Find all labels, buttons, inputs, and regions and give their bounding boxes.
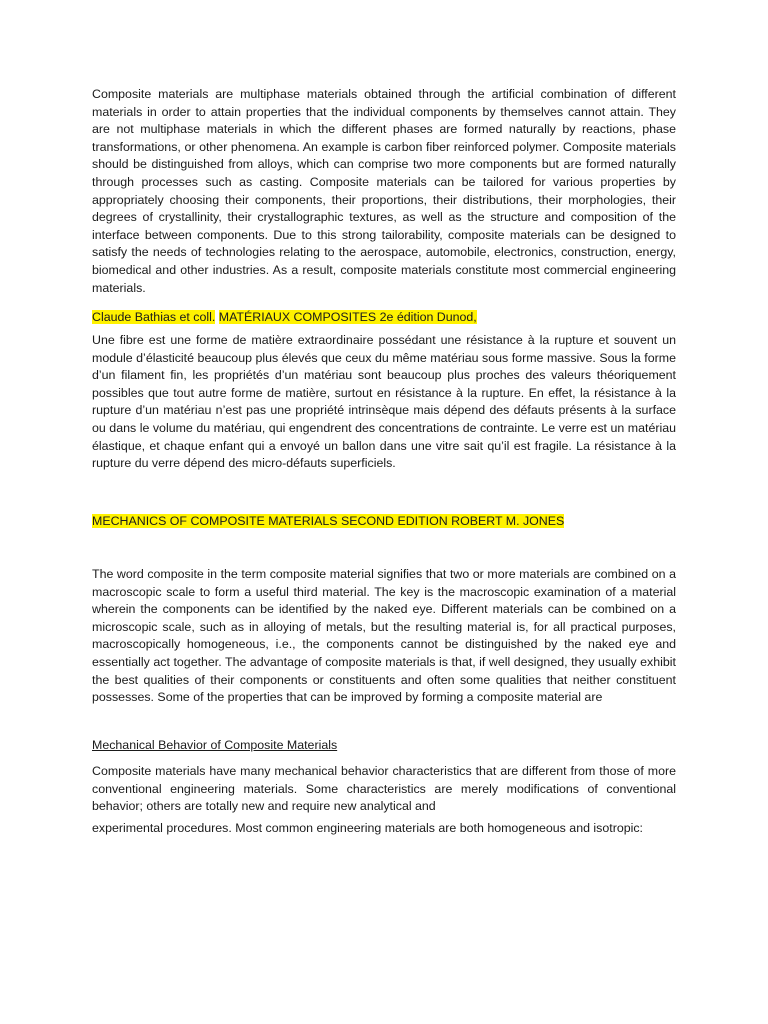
citation-jones xyxy=(92,513,676,531)
section-heading-text: Mechanical Behavior of Composite Materials xyxy=(92,738,338,752)
paragraph-experimental-procedures: experimental procedures. Most common engineering materials are both homogeneous and isotropic: xyxy=(92,821,643,835)
paragraph-word-composite: The word composite in the term composite material signifies that two or more materials are combined on a macroscopic scale to form a useful third material. The key is the macroscopic examination of a material wherein the components can be identified by the naked eye. Different materials can be combined on a microscopic scale, such as in alloying of metals, but the resulting material is, for all practical purposes, macroscopically homogeneous, i.e., the components cannot be distinguished by the naked eye and essentially act together. The advantage of composite materials is that, if well designed, they usually exhibit the best qualities of their components or constituents and often some qualities that neither constituent possesses. Some of the properties that can be improved by forming a composite material are xyxy=(92,567,676,705)
paragraph-composite-definition: Composite materials are multiphase materials obtained through the artificial combination of different materials in order to attain properties that the individual components by themselves cannot attain. They are not multiphase materials in which the different phases are formed naturally by reactions, phase transformations, or other phenomena. An example is carbon fiber reinforced polymer. Composite materials should be distinguished from alloys, which can comprise two more components but are formed naturally through processes such as casting. Composite materials can be tailored for various properties by appropriately choosing their components, their proportions, their distributions, their morphologies, their degrees of crystallinity, their crystallographic textures, as well as the structure and composition of the interface between components. Due to this strong tailorability, composite materials can be designed to satisfy the needs of technologies relating to the aerospace, automobile, electronics, construction, energy, biomedical and other industries. As a result, composite materials constitute most commercial engineering materials. xyxy=(92,87,676,295)
paragraph-fibre-french: Une fibre est une forme de matière extraordinaire possédant une résistance à la rupture et souvent un module d’élasticité beaucoup plus élevés que ceux du même matériau sous forme massive. Sous la forme d’un filament fin, les propriétés d’un matériau sont beaucoup plus proches des valeurs théoriquement possibles que tout autre forme de matière, surtout en résistance à la rupture. En effet, la résistance à la rupture d’un matériau n’est pas une propriété intrinsèque mais dépend des défauts présents à la surface ou dans le volume du matériau, qui engendrent des concentrations de contrainte. Le verre est un matériau élastique, et chaque enfant qui a envoyé un ballon dans une vitre sait qu’il est fragile. La résistance à la rupture du verre dépend des micro-défauts superficiels. xyxy=(92,333,676,471)
citation-author: Claude Bathias et coll. xyxy=(92,310,216,324)
citation-jones-text: MECHANICS OF COMPOSITE MATERIALS SECOND EDITION ROBERT M. JONES xyxy=(92,514,565,528)
citation-title: MATÉRIAUX COMPOSITES 2e édition Dunod, xyxy=(218,310,477,324)
citation-bathias xyxy=(92,309,676,327)
paragraph-mechanical-behavior: Composite materials have many mechanical behavior characteristics that are different from those of more conventional engineering materials. Some characteristics are merely modifications of conventional behavior; others are totally new and require new analytical and xyxy=(92,764,676,814)
section-heading xyxy=(92,737,676,755)
